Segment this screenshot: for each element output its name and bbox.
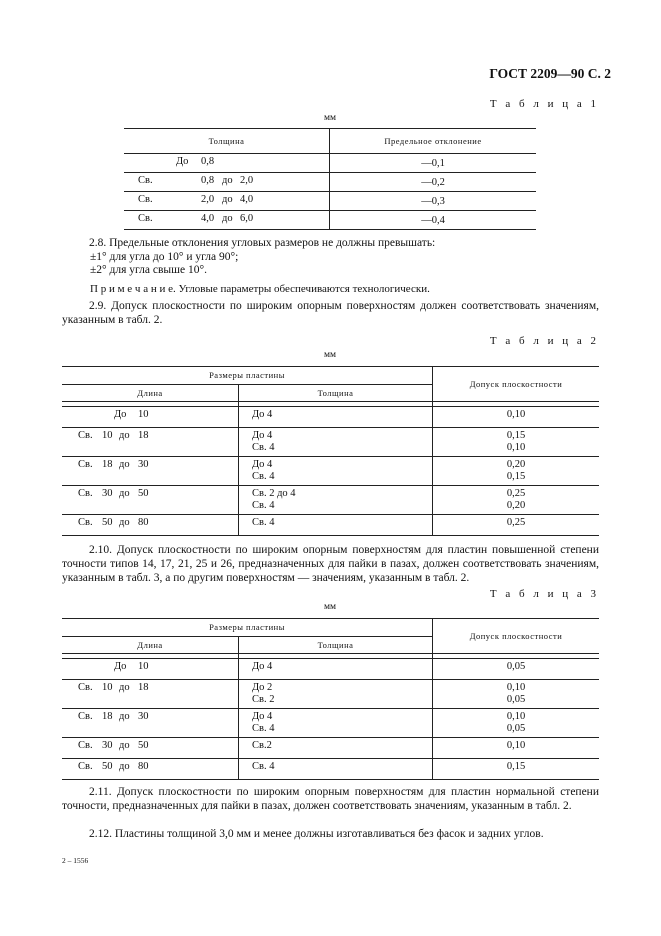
table-row [62,428,599,457]
thickness-cell [239,407,433,428]
range-a: 10 [138,409,149,420]
paragraph-2-8-a: ±1° для угла до 10° и угла 90°; [90,251,239,263]
range-a: 0,8 [201,174,215,186]
thickness-value: До 4 [252,430,273,441]
range-a: 10 [138,661,149,672]
length-cell [62,759,239,780]
length-cell [62,457,239,486]
table-row [124,192,536,211]
table3-col-tolerance: Допуск плоскостности [433,619,600,654]
range-value [62,761,238,773]
range-value [62,711,238,723]
thickness-cell [239,659,433,680]
table3-caption: Т а б л и ц а 3 [489,588,599,600]
range-prefix: Св. [138,193,153,205]
table2-col-tolerance: Допуск плоскостности [433,367,600,402]
deviation-cell: —0,1 [330,154,537,173]
paragraph-2-8: 2.8. Предельные отклонения угловых размеров не должны превышать: [89,237,436,249]
tolerance-value: 0,10 [506,442,526,453]
length-cell [62,407,239,428]
page-footer: 2 – 1556 [62,856,89,865]
range-a: 10 [102,682,113,693]
thickness-value: До 4 [252,711,273,722]
table1-col-deviation: Предельное отклонение [330,129,537,154]
range-b: 6,0 [240,212,254,224]
range-b: 30 [138,459,149,470]
range-from: До [114,409,127,420]
thickness-cell [124,192,330,211]
range-pre: Св. [78,740,93,751]
tolerance-value: 0,10 [506,711,526,722]
thickness-value: До 2 [252,682,273,693]
thickness-cell [239,709,433,738]
tolerance-value: 0,05 [506,694,526,705]
thickness-value: Св.2 [252,740,272,751]
tolerance-value: 0,05 [506,661,526,672]
thickness-value: Св. 2 до 4 [252,488,296,499]
table2-group-header: Размеры пластины [62,367,433,385]
thickness-cell [124,154,330,173]
table-row [62,659,599,680]
table-row [124,154,536,173]
tolerance-value: 0,20 [506,500,526,511]
thickness-cell [239,515,433,536]
tolerance-value: 0,25 [506,488,526,499]
tolerance-value: 0,15 [506,471,526,482]
range-do: до [222,212,233,224]
paragraph-2-10: 2.10. Допуск плоскостности по широким опорным поверхностям для пластин повышенной степени точности типов 14, 17, 21, 25 и 26, предназначенных для пайки в пазах, должен соответствовать значениям, указанным в табл. 3, а по другим поверхностям — значениям, указанным в табл. 2. [62,544,599,584]
range-do: до [119,711,130,722]
table-row [62,759,599,780]
range-pre: Св. [78,488,93,499]
paragraph-2-9: 2.9. Допуск плоскостности по широким опорным поверхностям должен соответствовать значениям, указанным в табл. 2. [62,300,599,326]
range-pre: Св. [78,761,93,772]
range-b: 2,0 [240,174,254,186]
tolerance-value: 0,10 [506,409,526,420]
table-row [62,457,599,486]
length-cell [62,659,239,680]
range-value [62,488,238,500]
table-row [124,173,536,192]
range-b: 18 [138,682,149,693]
thickness-value: Св. 4 [252,723,275,734]
thickness-cell [239,680,433,709]
table-row [62,680,599,709]
range-value [62,682,238,694]
table-row [62,486,599,515]
table1-col-thickness: Толщина [124,129,330,154]
tolerance-value: 0,10 [506,740,526,751]
range-value [124,156,329,168]
table2-unit: мм [324,350,337,360]
range-value [62,661,238,673]
range-value [62,409,238,421]
range-a: 10 [102,430,113,441]
tolerance-cell [433,659,600,680]
tolerance-value: 0,05 [506,723,526,734]
range-from: До [114,661,127,672]
thickness-cell [239,759,433,780]
tolerance-cell [433,738,600,759]
range-prefix: Св. [138,212,153,224]
thickness-value: Св. 4 [252,517,275,528]
length-cell [62,486,239,515]
table1-unit: мм [324,113,337,123]
deviation-cell: —0,4 [421,214,445,226]
tolerance-value: 0,15 [506,761,526,772]
range-value [124,194,329,206]
thickness-value: Св. 4 [252,500,275,511]
thickness-value: Св. 4 [252,761,275,772]
table-row [62,407,599,428]
length-cell [62,428,239,457]
table3-unit: мм [324,602,337,612]
table2 [62,366,599,536]
thickness-value: Св. 4 [252,442,275,453]
range-value [62,517,238,529]
range-a: 18 [102,711,113,722]
range-pre: Св. [78,517,93,528]
tolerance-cell [433,759,600,780]
thickness-cell [239,486,433,515]
table-row [62,515,599,536]
range-do: до [119,430,130,441]
tolerance-cell [433,680,600,709]
tolerance-value: 0,10 [506,682,526,693]
range-a: 30 [102,740,113,751]
tolerance-cell [433,407,600,428]
thickness-value: Св. 4 [252,471,275,482]
range-value [124,175,329,187]
range-value [124,213,329,225]
range-do: до [119,740,130,751]
range-a: 4,0 [201,212,215,224]
range-do: до [119,488,130,499]
thickness-cell [124,211,330,230]
table-row [62,709,599,738]
tolerance-value: 0,20 [506,459,526,470]
table3-col-length: Длина [62,636,239,654]
range-prefix: Св. [138,174,153,186]
length-cell [62,738,239,759]
range-a: 50 [102,517,113,528]
range-b: 50 [138,740,149,751]
range-value [62,740,238,752]
thickness-value: До 4 [252,459,273,470]
range-pre: Св. [78,430,93,441]
table2-col-length: Длина [62,384,239,402]
thickness-cell [239,738,433,759]
range-b: 30 [138,711,149,722]
range-a: 18 [102,459,113,470]
thickness-value: До 4 [252,409,273,420]
range-a: 50 [102,761,113,772]
range-a: 30 [102,488,113,499]
range-do: до [119,517,130,528]
thickness-cell [239,457,433,486]
range-b: 80 [138,761,149,772]
tolerance-value: 0,15 [506,430,526,441]
range-from: До [176,155,189,167]
table1 [124,128,536,230]
note [90,282,600,296]
note-label: П р и м е ч а н и е. [90,283,176,295]
range-b: 18 [138,430,149,441]
tolerance-cell [433,428,600,457]
range-value [62,459,238,471]
thickness-cell [239,428,433,457]
range-do: до [119,682,130,693]
paragraph-2-8-b: ±2° для угла свыше 10°. [90,264,207,276]
range-b: 4,0 [240,193,254,205]
length-cell [62,515,239,536]
range-do: до [222,174,233,186]
table-row [124,211,536,230]
table2-caption: Т а б л и ц а 2 [489,335,599,347]
paragraph-2-11: 2.11. Допуск плоскостности по широким опорным поверхностям для пластин нормальной степени точности, предназначенных для пайки в пазах, должен соответствовать значениям, указанным в табл. 2. [62,786,599,812]
deviation-cell: —0,2 [330,173,537,192]
range-value [62,430,238,442]
range-do: до [222,193,233,205]
length-cell [62,709,239,738]
tolerance-value: 0,25 [506,517,526,528]
table3-col-thickness: Толщина [239,636,433,654]
range-pre: Св. [78,711,93,722]
range-do: до [119,761,130,772]
deviation-cell: —0,3 [330,192,537,211]
range-pre: Св. [78,459,93,470]
range-pre: Св. [78,682,93,693]
table3-group-header: Размеры пластины [62,619,433,637]
table-row [62,738,599,759]
table1-caption: Т а б л и ц а 1 [489,98,599,110]
thickness-cell [124,173,330,192]
tolerance-cell [433,709,600,738]
tolerance-cell [433,486,600,515]
table2-col-thickness: Толщина [239,384,433,402]
range-do: до [119,459,130,470]
thickness-value: До 4 [252,661,273,672]
tolerance-cell [433,515,600,536]
tolerance-cell [433,457,600,486]
document-header: ГОСТ 2209—90 С. 2 [489,66,611,81]
thickness-value: Св. 2 [252,694,275,705]
paragraph-2-12: 2.12. Пластины толщиной 3,0 мм и менее должны изготавливаться без фасок и задних углов. [89,828,544,840]
range-a: 2,0 [201,193,215,205]
range-a: 0,8 [201,155,215,167]
range-b: 80 [138,517,149,528]
length-cell [62,680,239,709]
range-b: 50 [138,488,149,499]
table3 [62,618,599,780]
note-text: Угловые параметры обеспечиваются технологически. [175,283,430,295]
